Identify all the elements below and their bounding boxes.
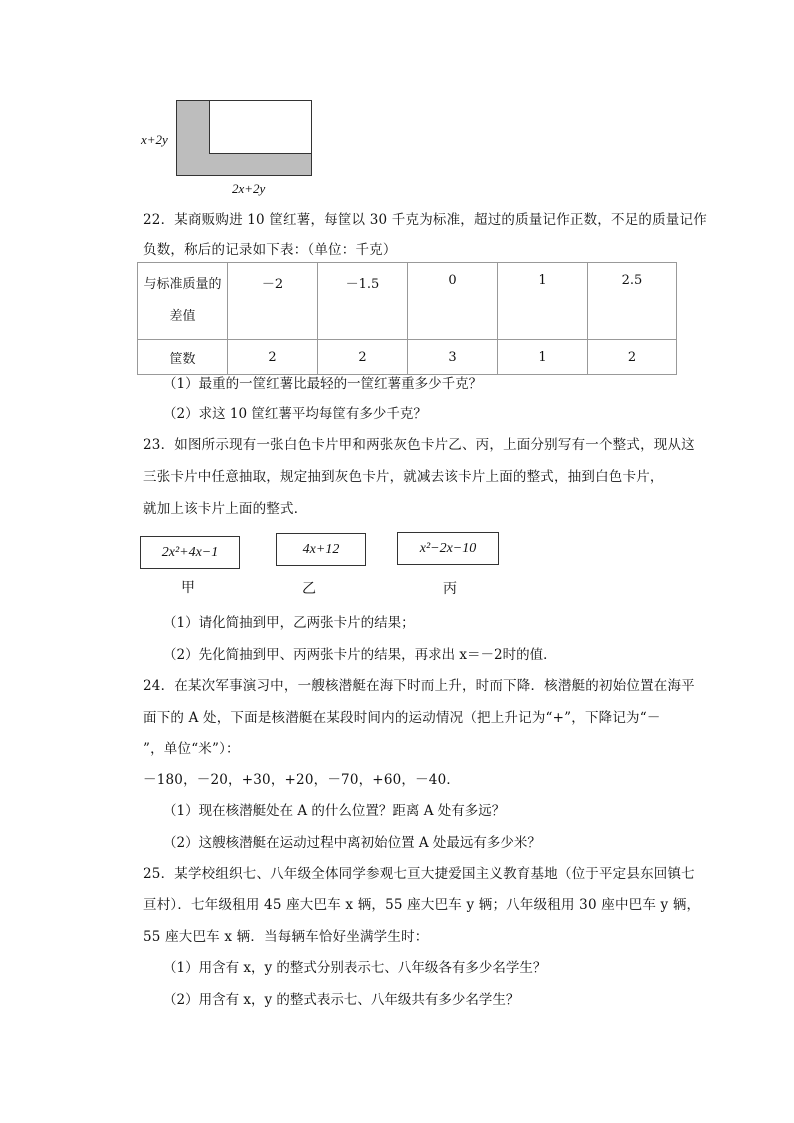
table-row-header-count: 筐数 <box>138 340 228 375</box>
q23-line2: 三张卡片中任意抽取，规定抽到灰色卡片，就减去该卡片上面的整式，抽到白色卡片， <box>143 469 664 485</box>
q24-line1: 24．在某次军事演习中，一艘核潜艇在海下时而上升，时而下降．核潜艇的初始位置在海平 <box>143 678 695 694</box>
q24-sub2: （2）这艘核潜艇在运动过程中离初始位置 A 处最远有多少米？ <box>163 835 541 851</box>
table-cell: 2 <box>588 340 677 375</box>
figure-width-label: 2x+2y <box>232 181 266 196</box>
card-bing-label: 丙 <box>443 581 457 597</box>
card-bing: x²−2x−10 <box>397 532 499 565</box>
q23-line1: 23．如图所示现有一张白色卡片甲和两张灰色卡片乙、丙，上面分别写有一个整式，现从这 <box>143 437 695 453</box>
q25-line3: 55 座大巴车 x 辆．当每辆车恰好坐满学生时： <box>143 929 429 945</box>
q22-sub1: （1）最重的一筐红薯比最轻的一筐红薯重多少千克？ <box>163 376 483 392</box>
table-header-line: 差值 <box>169 309 196 324</box>
table-cell: 2 <box>228 340 318 375</box>
table-cell: 1 <box>498 263 588 340</box>
table-row <box>138 340 677 375</box>
q22-table <box>137 262 677 375</box>
q25-line2: 亘村）．七年级租用 45 座大巴车 x 辆，55 座大巴车 y 辆；八年级租用 30 座中巴车 y 辆， <box>143 897 701 913</box>
q25-line1: 25．某学校组织七、八年级全体同学参观七亘大捷爱国主义教育基地（位于平定县东回镇七 <box>143 866 695 882</box>
table-row <box>138 263 677 340</box>
card-jia: 2x²+4x−1 <box>140 536 240 569</box>
table-cell: 0 <box>408 263 498 340</box>
figure-height-label: x+2y <box>141 132 168 147</box>
q22-line1: 22．某商贩购进 10 筐红薯，每筐以 30 千克为标准，超过的质量记作正数，不足的质量记作 <box>143 212 707 228</box>
table-header-line: 与标准质量的 <box>143 277 222 292</box>
q23-sub1: （1）请化简抽到甲，乙两张卡片的结果； <box>163 615 415 631</box>
q24-line4: －180，－20，+30，+20，－70，+60，－40． <box>143 772 461 788</box>
table-row-header-diff <box>138 263 228 340</box>
table-cell: 3 <box>408 340 498 375</box>
q25-sub1: （1）用含有 x，y 的整式分别表示七、八年级各有多少名学生？ <box>163 960 547 976</box>
table-cell: －2 <box>228 263 318 340</box>
q23-sub2: （2）先化简抽到甲、丙两张卡片的结果，再求出 x＝－2时的值． <box>163 647 557 663</box>
q24-sub1: （1）现在核潜艇处在 A 的什么位置？距离 A 处有多远？ <box>163 803 506 819</box>
table-cell: 2.5 <box>588 263 677 340</box>
table-cell: 1 <box>498 340 588 375</box>
card-yi-label: 乙 <box>302 581 316 597</box>
card-jia-label: 甲 <box>181 580 195 596</box>
q23-line3: 就加上该卡片上面的整式． <box>143 501 308 517</box>
q22-line2: 负数，称后的记录如下表：（单位：千克） <box>143 242 397 258</box>
card-yi: 4x+12 <box>276 533 366 566</box>
table-cell: 2 <box>318 340 408 375</box>
q24-line3: ”，单位“米”）： <box>143 741 240 757</box>
q24-line2: 面下的 A 处，下面是核潜艇在某段时间内的运动情况（把上升记为“+”，下降记为“－ <box>143 710 661 726</box>
table-cell: －1.5 <box>318 263 408 340</box>
q22-sub2: （2）求这 10 筐红薯平均每筐有多少千克？ <box>163 406 427 422</box>
q25-sub2: （2）用含有 x，y 的整式表示七、八年级共有多少名学生？ <box>163 992 520 1008</box>
figure-inner-rectangle <box>209 100 312 154</box>
